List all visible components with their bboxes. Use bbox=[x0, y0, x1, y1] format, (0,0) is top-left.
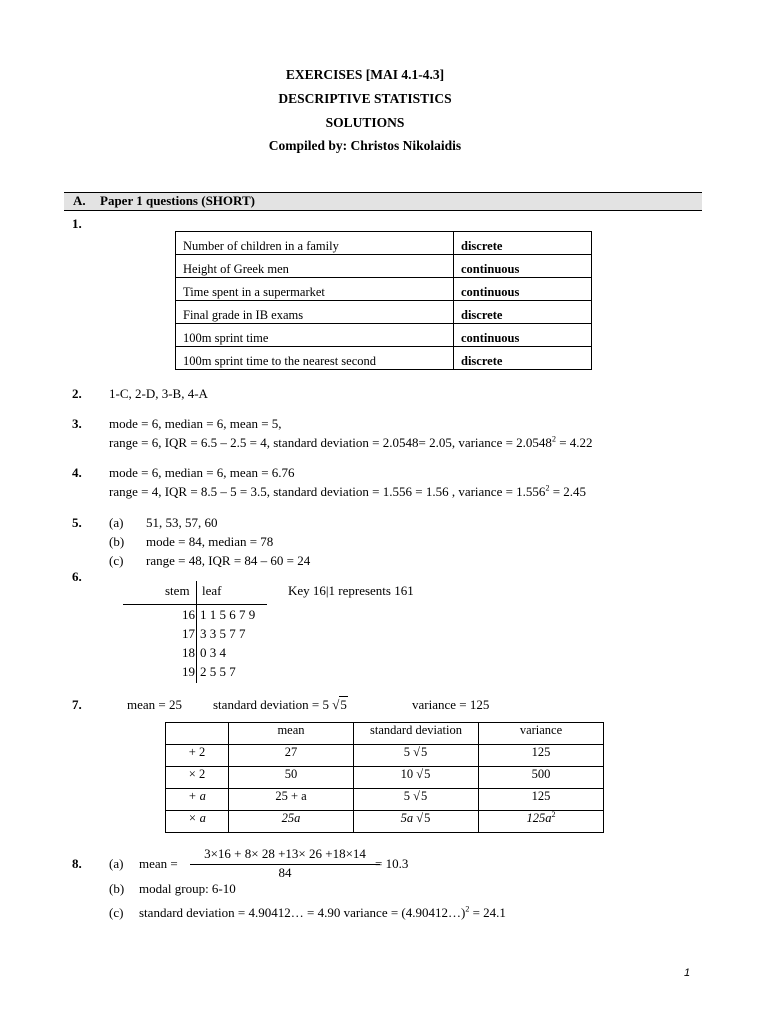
answer-text: mean = bbox=[139, 856, 178, 871]
divider bbox=[123, 604, 267, 605]
table-cell: + 2 bbox=[166, 745, 229, 767]
part-label: (a) bbox=[109, 515, 124, 530]
table-header bbox=[166, 723, 229, 745]
table-cell: 27 bbox=[229, 745, 354, 767]
table-cell: discrete bbox=[454, 232, 592, 255]
doc-author: Compiled by: Christos Nikolaidis bbox=[268, 138, 462, 153]
question-number: 1. bbox=[72, 216, 82, 231]
leaf-values: 2 5 5 7 bbox=[200, 664, 236, 679]
transformation-table bbox=[165, 722, 604, 833]
part-label: (c) bbox=[109, 553, 124, 568]
stem-value: 16 bbox=[182, 607, 195, 622]
question-number: 8. bbox=[72, 856, 82, 871]
answer-text: variance = 125 bbox=[412, 697, 490, 712]
mean-fraction bbox=[190, 846, 380, 881]
table-row bbox=[176, 301, 592, 324]
answer-text: = 2.45 bbox=[549, 484, 587, 499]
question-number: 6. bbox=[72, 569, 82, 584]
part-label: (b) bbox=[109, 534, 125, 549]
radicand: 5 bbox=[421, 745, 428, 759]
question-number: 4. bbox=[72, 465, 82, 480]
cell-value: 125a bbox=[526, 811, 552, 825]
radicand: 5 bbox=[424, 767, 431, 781]
table-cell: continuous bbox=[454, 255, 592, 278]
table-cell: 5 √5 bbox=[354, 789, 479, 811]
cell-value: 125 bbox=[531, 789, 551, 803]
table-cell: 50 bbox=[229, 767, 354, 789]
coefficient: 10 bbox=[400, 767, 414, 781]
section-letter: A. bbox=[73, 193, 86, 208]
coefficient: 5 bbox=[322, 697, 329, 712]
stem-value: 19 bbox=[182, 664, 195, 679]
table-row bbox=[166, 811, 604, 833]
table-row bbox=[176, 278, 592, 301]
table-row bbox=[176, 347, 592, 370]
answer-line bbox=[109, 484, 586, 500]
leaf-header: leaf bbox=[202, 583, 222, 598]
answer-text: = 4.22 bbox=[555, 435, 593, 450]
table-cell: continuous bbox=[454, 324, 592, 347]
answer-text: = 10.3 bbox=[375, 856, 409, 871]
cell-value: 500 bbox=[531, 767, 551, 781]
table-cell bbox=[479, 767, 604, 789]
question-number: 7. bbox=[72, 697, 82, 712]
table-cell: Final grade in IB exams bbox=[176, 301, 454, 324]
leaf-values: 1 1 5 6 7 9 bbox=[200, 607, 256, 622]
table-cell: 100m sprint time to the nearest second bbox=[176, 347, 454, 370]
coefficient: 5 bbox=[403, 789, 410, 803]
table-row bbox=[166, 767, 604, 789]
table-cell: Number of children in a family bbox=[176, 232, 454, 255]
table-cell: discrete bbox=[454, 347, 592, 370]
divider bbox=[196, 581, 197, 683]
answer-text: mean = 25 bbox=[127, 697, 182, 712]
doc-title-line2: DESCRIPTIVE STATISTICS bbox=[278, 91, 452, 106]
doc-title-line1: EXERCISES [MAI 4.1-4.3] bbox=[285, 67, 445, 82]
table-cell: 10 √5 bbox=[354, 767, 479, 789]
answer-text: standard deviation = bbox=[213, 697, 320, 712]
answer-text: = 24.1 bbox=[469, 905, 506, 920]
table-cell: 25a bbox=[229, 811, 354, 833]
answer-line bbox=[139, 905, 506, 921]
table-cell: Time spent in a supermarket bbox=[176, 278, 454, 301]
table-cell: continuous bbox=[454, 278, 592, 301]
answer-text: 51, 53, 57, 60 bbox=[146, 515, 218, 530]
radicand: 5 bbox=[340, 697, 347, 712]
table-row bbox=[176, 255, 592, 278]
table-header: mean bbox=[229, 723, 354, 745]
answer-text: standard deviation = 5 √5 bbox=[213, 697, 347, 712]
fraction-denominator: 84 bbox=[278, 865, 292, 880]
table-cell bbox=[479, 745, 604, 767]
answer-line bbox=[109, 435, 593, 451]
table-header: standard deviation bbox=[354, 723, 479, 745]
answer-text: standard deviation = 4.90412… = 4.90 variance = (4.90412…) bbox=[139, 905, 466, 920]
table-cell: + a bbox=[166, 789, 229, 811]
answer-line: mode = 6, median = 6, mean = 6.76 bbox=[109, 465, 295, 480]
superscript: 2 bbox=[551, 434, 556, 444]
radicand: 5 bbox=[421, 789, 428, 803]
leaf-values: 3 3 5 7 7 bbox=[200, 626, 246, 641]
leaf-values: 0 3 4 bbox=[200, 645, 226, 660]
table-cell: 100m sprint time bbox=[176, 324, 454, 347]
part-label: (b) bbox=[109, 881, 125, 896]
page-number: 1 bbox=[684, 967, 691, 979]
table-header: variance bbox=[479, 723, 604, 745]
section-title: Paper 1 questions (SHORT) bbox=[100, 193, 255, 208]
answer-text: 1-C, 2-D, 3-B, 4-A bbox=[109, 386, 208, 401]
doc-title-line3: SOLUTIONS bbox=[325, 115, 405, 130]
superscript: 2 bbox=[465, 904, 470, 914]
table-cell bbox=[479, 789, 604, 811]
table-cell: × 2 bbox=[166, 767, 229, 789]
cell-value: 125 bbox=[531, 745, 551, 759]
fraction-numerator: 3×16 + 8× 28 +13× 26 +18×14 bbox=[190, 846, 380, 865]
answer-text: range = 6, IQR = 6.5 – 2.5 = 4, standard deviation = 2.0548= 2.05, variance = 2.0548 bbox=[109, 435, 552, 450]
stem-value: 17 bbox=[182, 626, 195, 641]
section-header bbox=[64, 192, 702, 211]
radicand: 5 bbox=[424, 811, 431, 825]
table-cell: × a bbox=[166, 811, 229, 833]
part-label: (a) bbox=[109, 856, 124, 871]
table-header-row bbox=[166, 723, 604, 745]
stem-header: stem bbox=[165, 583, 190, 598]
answer-text: range = 4, IQR = 8.5 – 5 = 3.5, standard deviation = 1.556 = 1.56 , variance = 1.556 bbox=[109, 484, 546, 499]
part-label: (c) bbox=[109, 905, 124, 920]
superscript: 2 bbox=[545, 483, 550, 493]
coefficient: 5 bbox=[403, 745, 410, 759]
stem-leaf-key: Key 16|1 represents 161 bbox=[288, 583, 414, 598]
table-row bbox=[176, 324, 592, 347]
table-cell: Height of Greek men bbox=[176, 255, 454, 278]
table-cell: 5a √5 bbox=[354, 811, 479, 833]
table-row bbox=[166, 789, 604, 811]
coefficient: 5a bbox=[400, 811, 414, 825]
answer-text: range = 48, IQR = 84 – 60 = 24 bbox=[146, 553, 311, 568]
variable-type-table bbox=[175, 231, 592, 370]
table-cell: 25 + a bbox=[229, 789, 354, 811]
answer-text: mode = 84, median = 78 bbox=[146, 534, 274, 549]
question-number: 2. bbox=[72, 386, 82, 401]
superscript: 2 bbox=[551, 809, 556, 819]
answer-text: modal group: 6-10 bbox=[139, 881, 236, 896]
table-row bbox=[166, 745, 604, 767]
question-number: 3. bbox=[72, 416, 82, 431]
table-row bbox=[176, 232, 592, 255]
table-cell: 5 √5 bbox=[354, 745, 479, 767]
answer-line: mode = 6, median = 6, mean = 5, bbox=[109, 416, 282, 431]
stem-value: 18 bbox=[182, 645, 195, 660]
question-number: 5. bbox=[72, 515, 82, 530]
table-cell: discrete bbox=[454, 301, 592, 324]
table-cell bbox=[479, 811, 604, 833]
